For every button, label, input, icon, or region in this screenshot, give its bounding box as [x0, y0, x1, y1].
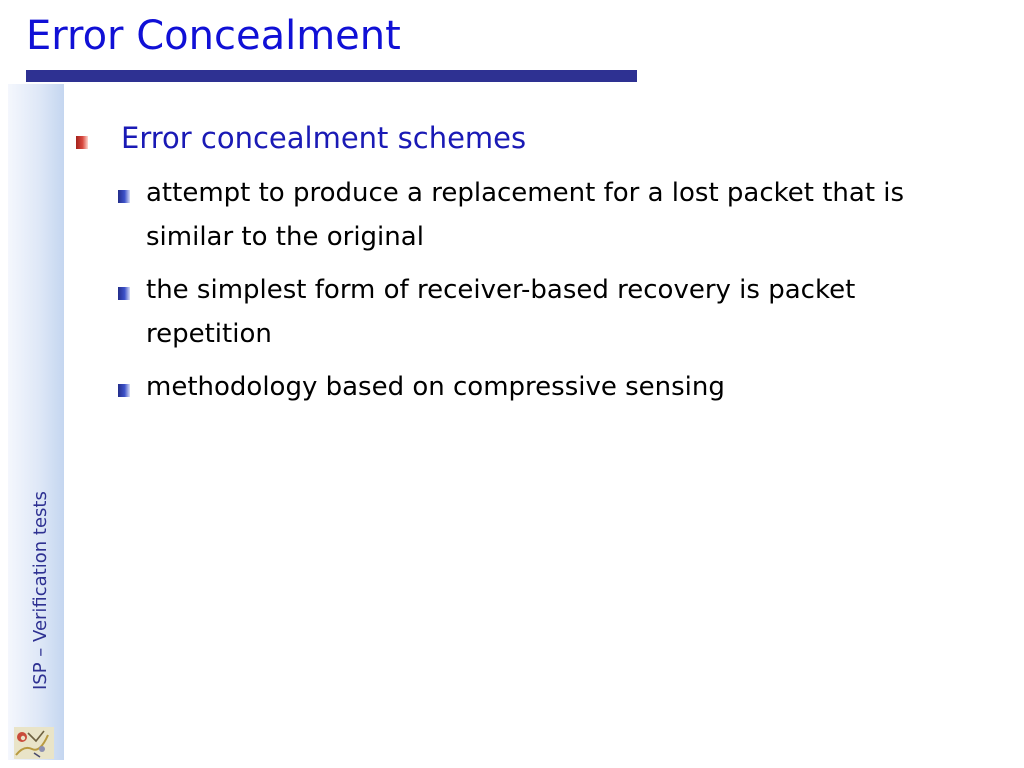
list-item: methodology based on compressive sensing [146, 372, 725, 402]
list-item: the simplest form of receiver-based recovery is packet repetition [146, 275, 856, 349]
square-bullet-icon [118, 190, 130, 203]
list-item: attempt to produce a replacement for a lost packet that is similar to the original [146, 178, 905, 252]
square-bullet-icon [118, 384, 130, 397]
square-bullet-icon [76, 136, 88, 149]
side-label: ISP – Verification tests [30, 491, 51, 690]
page-title: Error Concealment [26, 13, 401, 59]
square-bullet-icon [118, 287, 130, 300]
bullet-heading: Error concealment schemes [121, 121, 527, 155]
